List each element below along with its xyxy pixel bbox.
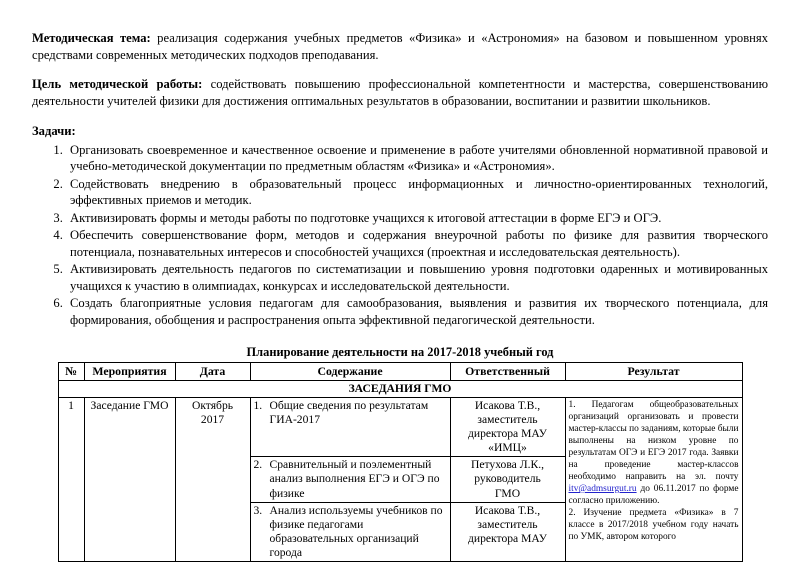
responsible-line: руководитель xyxy=(474,472,541,486)
tasks-heading: Задачи: xyxy=(32,123,76,138)
responsible-line: Исакова Т.В., xyxy=(474,398,541,412)
list-item: 4. Обеспечить совершенствование форм, методов и содержания внеурочной работы по физике для развития творческого потенциала, познавательных интересов и способностей учащихся (проектная и исследовательская деятельность). xyxy=(66,227,768,260)
date-month: Октябрь xyxy=(191,398,234,412)
cell-content-item-2 xyxy=(250,457,450,502)
column-header-num: № xyxy=(58,363,84,380)
method-goal-label: Цель методической работы xyxy=(32,77,199,92)
result-paragraph-2-text: 2. Изучение предмета «Физика» в 7 классе в 2017/2018 учебном году начать по УМК, автором которого xyxy=(568,508,739,543)
result-paragraph-1 xyxy=(569,399,739,507)
list-item: 1. Организовать своевременное и качественное освоение и применение в работе учителями обновленной нормативной правовой и учебно-методической документации по предметным областям «Физика» и «Астрономия». xyxy=(66,142,768,175)
column-header-date: Дата xyxy=(175,363,250,380)
table-caption: Планирование деятельности на 2017-2018 учебный год xyxy=(246,345,554,360)
column-header-responsible: Ответственный xyxy=(450,363,565,380)
paragraph-method-theme xyxy=(32,30,768,63)
cell-content-item-3 xyxy=(250,502,450,562)
result-text-after-link: до 06.11.2017 по форме согласно приложению. xyxy=(568,484,739,507)
cell-content-item-1 xyxy=(250,397,450,457)
section-title-zasedaniya-gmo: ЗАСЕДАНИЯ ГМО xyxy=(58,380,742,397)
content-item-text xyxy=(254,504,447,561)
cell-date xyxy=(175,397,250,562)
planning-table xyxy=(58,362,743,562)
paragraph-method-goal xyxy=(32,76,768,109)
responsible-line: заместитель xyxy=(477,517,538,531)
content-item-body: Анализ используемы учебников по физике педагогами образовательных организаций города xyxy=(269,503,443,560)
method-goal-colon: : xyxy=(198,77,203,92)
email-link[interactable]: itv@admsurgut.ru xyxy=(568,484,637,494)
document-body xyxy=(32,30,768,562)
cell-responsible-3 xyxy=(450,502,565,562)
table-body xyxy=(58,380,742,562)
list-item: 5. Активизировать деятельность педагогов по систематизации и повышению уровня подготовки одаренных и мотивированных учащихся к участию в олимпиадах, конкурсах и исследовательской деятельности. xyxy=(66,261,768,294)
cell-result xyxy=(565,397,742,562)
date-year: 2017 xyxy=(200,412,225,426)
content-item-number: 2. xyxy=(253,458,263,472)
content-item-body: Общие сведения по результатам ГИА-2017 xyxy=(269,398,429,426)
tasks-list xyxy=(32,142,768,329)
content-item-text xyxy=(254,399,447,427)
table-header-row xyxy=(58,363,742,380)
content-item-number: 3. xyxy=(253,503,263,517)
responsible-line: директора МАУ xyxy=(468,427,547,441)
list-item: 6. Создать благоприятные условия педагогам для самообразования, выявления и развития их творческого потенциала, для формирования, обобщения и распространения опыта эффективной педагогической деятельности. xyxy=(66,295,768,328)
list-item: 2. Содействовать внедрению в образовательный процесс информационных и личностно-ориентированных технологий, эффективных приемов и методик. xyxy=(66,176,768,209)
column-header-content: Содержание xyxy=(250,363,450,380)
column-header-event: Мероприятия xyxy=(84,363,175,380)
table-section-row xyxy=(58,380,742,397)
result-text-before-link: 1. Педагогам общеобразовательных организаций организовать и провести мастер-классы по заданиям, которые были выполнены на низком уровне по результатам ОГЭ и ЕГЭ 2017 года. Заявки на проведение мастер-классов необходимо направить на эл. почту xyxy=(568,399,739,482)
table-head xyxy=(58,363,742,380)
method-theme-colon: : xyxy=(146,31,151,45)
table-row xyxy=(58,397,742,457)
content-item-number: 1. xyxy=(253,398,263,412)
column-header-result: Результат xyxy=(565,363,742,380)
responsible-line: «ИМЦ» xyxy=(488,441,527,455)
content-item-text xyxy=(254,458,447,500)
list-item: 3. Активизировать формы и методы работы по подготовке учащихся к итоговой аттестации в форме ЕГЭ и ОГЭ. xyxy=(66,210,768,227)
method-theme-label: Методическая тема xyxy=(32,31,147,45)
cell-event-name: Заседание ГМО xyxy=(84,397,175,562)
responsible-line: Исакова Т.В., xyxy=(474,503,541,517)
responsible-line: директора МАУ xyxy=(468,532,547,546)
responsible-line: ГМО xyxy=(494,486,521,500)
cell-responsible-1 xyxy=(450,397,565,457)
content-item-body: Сравнительный и поэлементный анализ выполнения ЕГЭ и ОГЭ по физике xyxy=(269,458,440,500)
method-goal-text: содействовать повышению профессиональной компетентности и мастерства, совершенствованию деятельности учителей физики для достижения оптимальных результатов в образовании, воспитании и развитии школьников. xyxy=(32,77,768,109)
cell-responsible-2 xyxy=(450,457,565,502)
responsible-line: Петухова Л.К., xyxy=(470,458,545,472)
method-theme-text: реализация содержания учебных предметов «Физика» и «Астрономия» на базовом и повышенном уровнях средствами современных методических подходов преподавания. xyxy=(32,31,768,62)
cell-row-number: 1 xyxy=(58,397,84,562)
responsible-line: заместитель xyxy=(477,412,538,426)
result-paragraph-2 xyxy=(569,507,739,543)
